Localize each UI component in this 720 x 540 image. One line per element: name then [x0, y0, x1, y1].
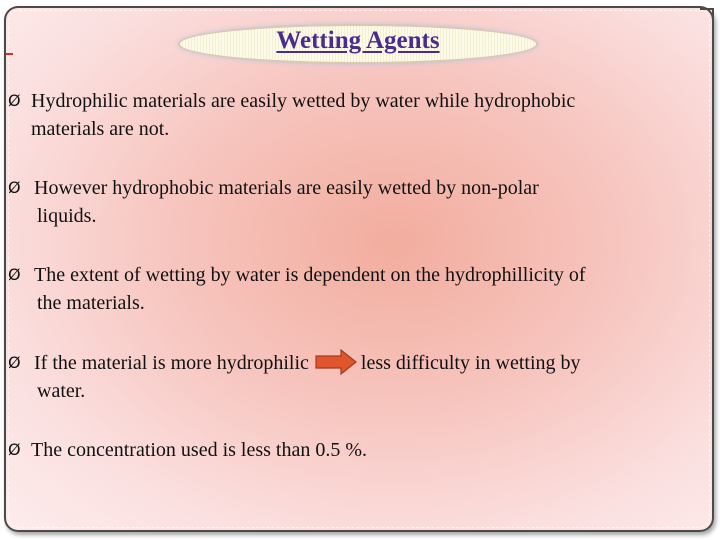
corner-decoration: [700, 8, 714, 22]
arrowhead-bullet-icon: Ø: [8, 353, 21, 372]
bullet-text: However hydrophobic materials are easily wetted by non-polar: [34, 177, 539, 199]
bullet-text: The extent of wetting by water is dependent on the hydrophillicity of: [34, 264, 586, 286]
bullet-text-continued: the materials.: [37, 292, 145, 314]
dash-marker: [6, 53, 13, 55]
bullet-item: [8, 261, 586, 317]
bullet-text-continued: water.: [37, 380, 86, 402]
bullet-text-after-arrow: less difficulty in wetting by: [360, 352, 581, 374]
bullet-item: [8, 349, 581, 405]
bullet-item: [8, 436, 367, 464]
right-block-arrow-icon: [315, 349, 357, 375]
arrowhead-bullet-icon: Ø: [8, 91, 21, 110]
bullet-text-continued: liquids.: [37, 205, 97, 227]
bullet-text: Hydrophilic materials are easily wetted by water while hydrophobic: [31, 90, 576, 112]
bullet-item: [8, 174, 539, 230]
bullet-text: The concentration used is less than 0.5 %.: [31, 439, 368, 461]
slide-title: Wetting Agents: [276, 27, 440, 54]
bullet-item: [8, 87, 575, 143]
arrowhead-bullet-icon: Ø: [8, 178, 21, 197]
bullet-text-continued: materials are not.: [31, 118, 170, 140]
arrowhead-bullet-icon: Ø: [8, 440, 21, 459]
arrowhead-bullet-icon: Ø: [8, 265, 21, 284]
bullet-text: If the material is more hydrophilic: [34, 352, 309, 374]
